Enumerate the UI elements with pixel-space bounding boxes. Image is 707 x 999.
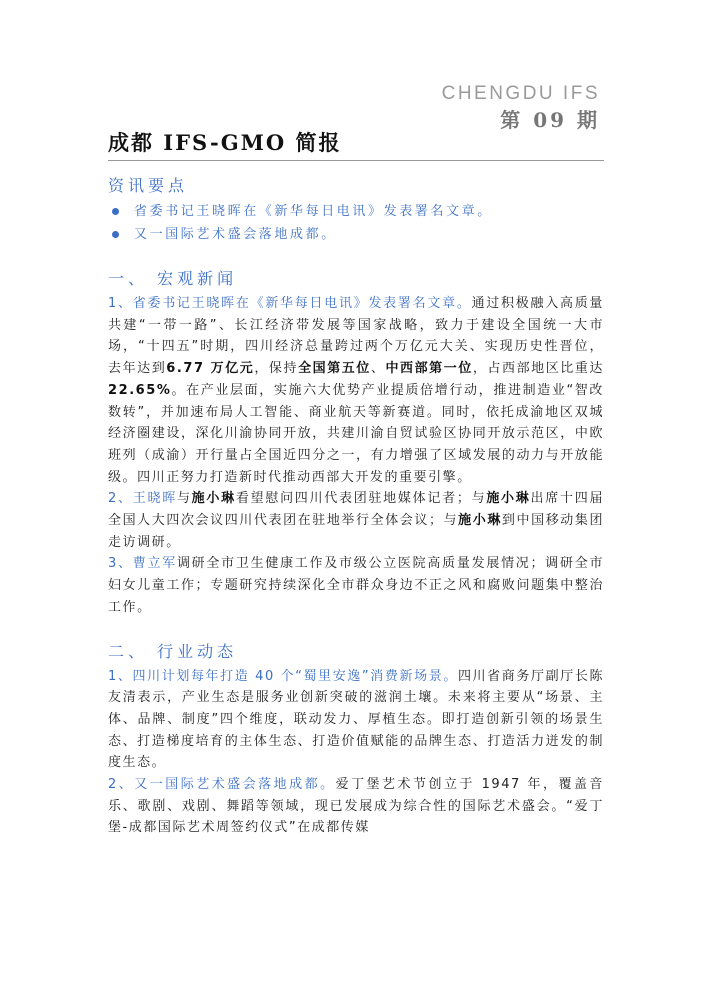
bullet-icon (112, 231, 119, 238)
person-name: 施小琳 (486, 491, 531, 507)
emphasis: 中西部第一位 (385, 361, 473, 377)
macro-news-heading: 一、 宏观新闻 (108, 269, 238, 288)
industry-item-2: 2、又一国际艺术盛会落地成都。爱丁堡艺术节创立于 1947 年，覆盖音乐、歌剧、戏剧、舞蹈等领域，现已发展成为综合性的国际艺术盛会。“爱丁堡-成都国际艺术周签约仪式”在成都传媒 (108, 777, 604, 836)
person-name: 王晓晖 (132, 491, 177, 507)
highlight-text: 省委书记王晓晖在《新华每日电讯》发表署名文章。 (134, 204, 493, 219)
item-lead: 1、省委书记王晓晖在《新华每日电讯》发表署名文章。 (108, 296, 472, 311)
macro-item-2: 2、王晓晖与施小琳看望慰问四川代表团驻地媒体记者；与施小琳出席十四届全国人大四次会议四川代表团在驻地举行全体会议；与施小琳到中国移动集团走访调研。 (108, 491, 605, 550)
highlights-list (108, 200, 604, 246)
issue-number: 第 09 期 (500, 108, 600, 132)
highlight-text: 又一国际艺术盛会落地成都。 (134, 227, 337, 242)
item-lead: 2、又一国际艺术盛会落地成都。 (108, 777, 336, 793)
emphasis: 6.77 万亿元 (166, 361, 255, 377)
document-body (108, 172, 604, 839)
person-name: 施小琳 (191, 491, 236, 507)
macro-item-3: 3、曹立军调研全市卫生健康工作及市级公立医院高质量发展情况；调研全市妇女儿童工作；专题研究持续深化全市群众身边不正之风和腐败问题集中整治工作。 (108, 556, 605, 615)
industry-item-1: 1、四川计划每年打造 40 个“蜀里安逸”消费新场景。四川省商务厅副厅长陈友清表示，产业生态是服务业创新突破的滋润土壤。未来将主要从“场景、主体、品牌、制度”四个维度，联动发力、厚植生态。即打造创新引领的场景生态、打造梯度培育的主体生态、打造价值赋能的品牌生态、打造活力迸发的制度生态。 (108, 668, 604, 771)
bullet-icon (112, 208, 119, 215)
person-name: 曹立军 (132, 556, 177, 572)
brand-name: CHENGDU IFS (441, 83, 600, 104)
highlights-heading: 资讯要点 (108, 176, 189, 195)
list-item (108, 200, 604, 223)
item-lead: 1、四川计划每年打造 40 个“蜀里安逸”消费新场景。 (108, 668, 458, 684)
list-item (108, 223, 604, 246)
title-divider (108, 160, 604, 161)
emphasis: 22.65% (108, 382, 172, 398)
page-title: 成都 IFS-GMO 简报 (108, 130, 342, 155)
industry-heading: 二、 行业动态 (108, 641, 238, 661)
person-name: 施小琳 (458, 513, 502, 529)
emphasis: 全国第五位 (298, 361, 371, 377)
macro-item-1: 1、省委书记王晓晖在《新华每日电讯》发表署名文章。通过积极融入高质量共建“一带一路”、长江经济带发展等国家战略，致力于建设全国统一大市场，“十四五”时期，四川经济总量跨过两个万亿元大关、实现历史性晋位，去年达到6.77 万亿元，保持全国第五位、中西部第一位，占西部地区比重达22.65%。在产业层面，实施六大优势产业提质倍增行动，推进制造业“智改数转”，并加速布局人工智能、商业航天等新赛道。同时，依托成渝地区双城经济圈建设，深化川渝协同开放，共建川渝自贸试验区协同开放示范区，中欧班列（成渝）开行量占全国近四分之一，有力增强了区域发展的动力与开放能级。四川正努力打造新时代推动西部大开发的重要引擎。 (108, 296, 604, 485)
